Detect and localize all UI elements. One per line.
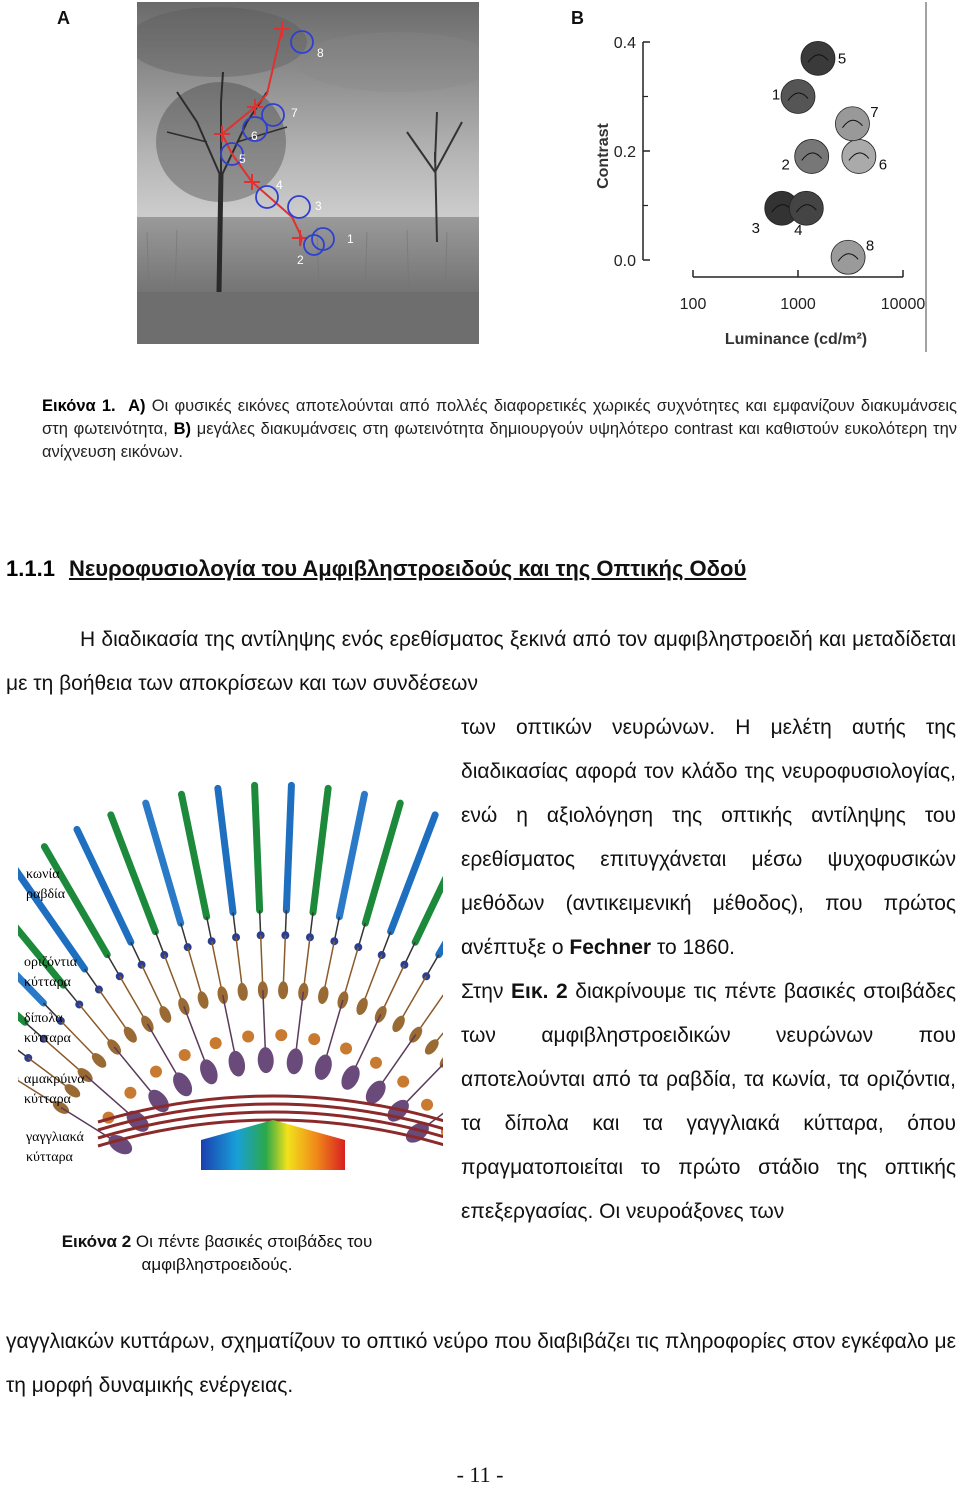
paragraph-right-column bbox=[461, 706, 956, 1234]
data-point-patch bbox=[795, 139, 829, 173]
caption-text: Οι πέντε βασικές στοιβάδες του αμφιβληστροειδούς. bbox=[136, 1232, 372, 1274]
photoreceptor-nucleus bbox=[116, 972, 124, 980]
paragraph-text: διακρίνουμε τις πέντε βασικές στοιβάδες των αμφιβληστροειδικών νευρώνων που αποτελούνται από τα ραβδία, τα κωνία, τα οριζόντια, τα δίπολα και τα γαγγλιακά κύτταρα, όπου πραγματοποιείται το πρώτο στάδιο της οπτικής επεξεργασίας. Οι νευροάξονες των bbox=[461, 980, 956, 1223]
data-point-label: 3 bbox=[752, 220, 760, 237]
ganglion-cell bbox=[312, 1052, 335, 1081]
bipolar-cell bbox=[390, 1014, 408, 1035]
ganglion-cell bbox=[144, 1086, 173, 1116]
data-point-label: 1 bbox=[772, 87, 780, 104]
data-point-patch bbox=[801, 41, 835, 75]
y-tick-label: 0.4 bbox=[614, 35, 636, 52]
contrast-luminance-chart bbox=[578, 2, 928, 352]
bipolar-cell bbox=[278, 981, 289, 999]
bipolar-cell bbox=[354, 996, 370, 1016]
data-point-label: 8 bbox=[866, 237, 874, 254]
caption-label: Εικόνα 1. bbox=[42, 397, 116, 415]
fixation-number: 7 bbox=[291, 106, 298, 120]
fixation-number: 3 bbox=[315, 199, 322, 213]
ganglion-cell bbox=[197, 1057, 221, 1087]
ganglion-cell bbox=[285, 1047, 304, 1075]
photoreceptor bbox=[146, 803, 181, 923]
paragraph-intro-text: Η διαδικασία της αντίληψης ενός ερεθίσματος ξεκινά από τον αμφιβληστροειδή και μεταδίδεται με τη βοήθεια των αποκρίσεων και των συνδέσεων bbox=[6, 628, 956, 695]
paragraph-text: Στην bbox=[461, 980, 503, 1003]
paragraph-intro bbox=[6, 618, 956, 706]
paragraph-text: των οπτικών νευρώνων. Η μελέτη αυτής της διαδικασίας αφορά τον κλάδο της νευροφυσιολογίας, ενώ η αξιολόγηση της οπτικής αντίληψης του ερεθίσματος επιτυγχάνεται μέσω ψυχοφυσικών μεθόδων (αντικειμενική μέθοδος), που πρώτος ανέπτυξε ο bbox=[461, 716, 956, 959]
label-horizontal: οριζόντια bbox=[24, 955, 78, 970]
fixation-photo bbox=[137, 2, 479, 344]
amacrine-cell bbox=[275, 1029, 287, 1041]
page-number: - 11 - bbox=[0, 1462, 960, 1488]
data-point-patch bbox=[842, 139, 876, 173]
figure-reference: Εικ. 2 bbox=[511, 980, 568, 1003]
y-tick-label: 0.2 bbox=[614, 144, 636, 161]
bipolar-cell bbox=[139, 1014, 157, 1035]
amacrine-cell bbox=[397, 1076, 409, 1088]
retina-layers-illustration bbox=[18, 770, 443, 1220]
panel-label-a: A bbox=[57, 8, 70, 29]
amacrine-cell bbox=[179, 1049, 191, 1061]
label-amacrine-2: κύτταρα bbox=[24, 1092, 72, 1107]
label-rods: ραβδία bbox=[26, 887, 66, 902]
amacrine-cell bbox=[210, 1037, 222, 1049]
label-cones: κωνία bbox=[26, 867, 60, 882]
data-point-patch bbox=[831, 240, 865, 274]
fixation-number: 8 bbox=[317, 46, 324, 60]
section-heading bbox=[6, 556, 951, 582]
photoreceptor bbox=[439, 847, 443, 955]
ganglion-cell bbox=[169, 1069, 196, 1100]
photoreceptor-nucleus bbox=[422, 972, 430, 980]
label-amacrine: αμακρύινα bbox=[24, 1072, 85, 1087]
caption-a-marker: Α) bbox=[128, 397, 145, 415]
paragraph-text: το 1860. bbox=[657, 936, 735, 959]
x-tick-label: 10000 bbox=[881, 296, 926, 313]
fixation-number: 1 bbox=[347, 232, 354, 246]
label-ganglion: γαγγλιακά bbox=[25, 1130, 85, 1145]
data-point-label: 6 bbox=[879, 156, 887, 173]
photoreceptor-nucleus bbox=[160, 951, 168, 959]
amacrine-cell bbox=[150, 1066, 162, 1078]
photoreceptor bbox=[286, 785, 291, 910]
photoreceptor bbox=[339, 794, 364, 916]
amacrine-cell bbox=[124, 1087, 136, 1099]
data-point-patch bbox=[789, 191, 823, 225]
data-point-patch bbox=[835, 107, 869, 141]
ganglion-cell bbox=[257, 1047, 274, 1074]
caption-label: Εικόνα 2 bbox=[62, 1232, 131, 1251]
x-tick-label: 100 bbox=[680, 296, 707, 313]
y-tick-label: 0.0 bbox=[614, 253, 636, 270]
bipolar-cell bbox=[121, 1024, 139, 1044]
amacrine-cell bbox=[308, 1033, 320, 1045]
fixation-number: 4 bbox=[276, 178, 283, 192]
label-ganglion-2: κύτταρα bbox=[26, 1150, 74, 1165]
photoreceptor bbox=[255, 785, 260, 910]
bipolar-cell bbox=[157, 1004, 174, 1025]
bipolar-cell bbox=[237, 982, 249, 1001]
section-number: 1.1.1 bbox=[6, 556, 55, 581]
amacrine-cell bbox=[340, 1042, 352, 1054]
label-horizontal-2: κύτταρα bbox=[24, 975, 72, 990]
ganglion-cell bbox=[226, 1049, 247, 1078]
paragraph-bottom: γαγγλιακών κυττάρων, σχηματίζουν το οπτικό νεύρο που διαβιβάζει τις πληροφορίες στον εγκέφαλο με τη μορφή δυναμικής ενέργειας. bbox=[6, 1320, 956, 1408]
x-axis-label: Luminance (cd/m²) bbox=[725, 331, 867, 348]
caption-text-2: μεγάλες διακυμάνσεις στη φωτεινότητα δημιουργούν υψηλότερο contrast και καθιστούν ευκολότερη την ανίχνευση εικόνων. bbox=[42, 420, 957, 461]
amacrine-cell bbox=[421, 1099, 433, 1111]
data-point-label: 7 bbox=[870, 104, 878, 121]
photoreceptor-nucleus bbox=[378, 951, 386, 959]
photoreceptor-nucleus bbox=[138, 961, 146, 969]
fixation-number: 6 bbox=[251, 129, 258, 143]
caption-text-1: Οι φυσικές εικόνες αποτελούνται από πολλές διαφορετικές χωρικές συχνότητες και εμφανίζουν διακυμάνσεις στη φωτεινότητα, bbox=[42, 397, 957, 438]
data-point-label: 4 bbox=[794, 222, 802, 239]
photoreceptor bbox=[218, 788, 233, 912]
data-point-label: 5 bbox=[838, 50, 846, 67]
fixation-number: 5 bbox=[239, 152, 246, 166]
photoreceptor-nucleus bbox=[400, 961, 408, 969]
amacrine-cell bbox=[370, 1057, 382, 1069]
panel-label-b: B bbox=[571, 8, 584, 29]
x-tick-label: 1000 bbox=[780, 296, 816, 313]
data-point-label: 2 bbox=[782, 156, 790, 173]
figure1-caption bbox=[42, 395, 957, 464]
data-point-patch bbox=[781, 80, 815, 114]
bipolar-cell bbox=[406, 1024, 424, 1044]
figure2-caption bbox=[22, 1230, 412, 1276]
caption-b-marker: Β) bbox=[174, 420, 191, 438]
bipolar-cell bbox=[176, 996, 192, 1016]
bipolar-cell bbox=[196, 990, 211, 1010]
amacrine-cell bbox=[242, 1031, 254, 1043]
fixation-number: 2 bbox=[297, 253, 304, 267]
photoreceptor bbox=[182, 794, 207, 916]
ganglion-cell bbox=[338, 1062, 364, 1092]
photoreceptor bbox=[415, 829, 443, 942]
label-bipolar: δίπολα bbox=[24, 1011, 63, 1026]
y-axis-label: Contrast bbox=[595, 122, 612, 188]
bipolar-cell bbox=[317, 985, 330, 1005]
label-bipolar-2: κύτταρα bbox=[24, 1031, 72, 1046]
photoreceptor bbox=[365, 803, 400, 923]
photoreceptor bbox=[313, 788, 328, 912]
fechner-name: Fechner bbox=[569, 936, 651, 959]
section-title: Νευροφυσιολογία του Αμφιβληστροειδούς και της Οπτικής Οδού bbox=[69, 556, 746, 581]
